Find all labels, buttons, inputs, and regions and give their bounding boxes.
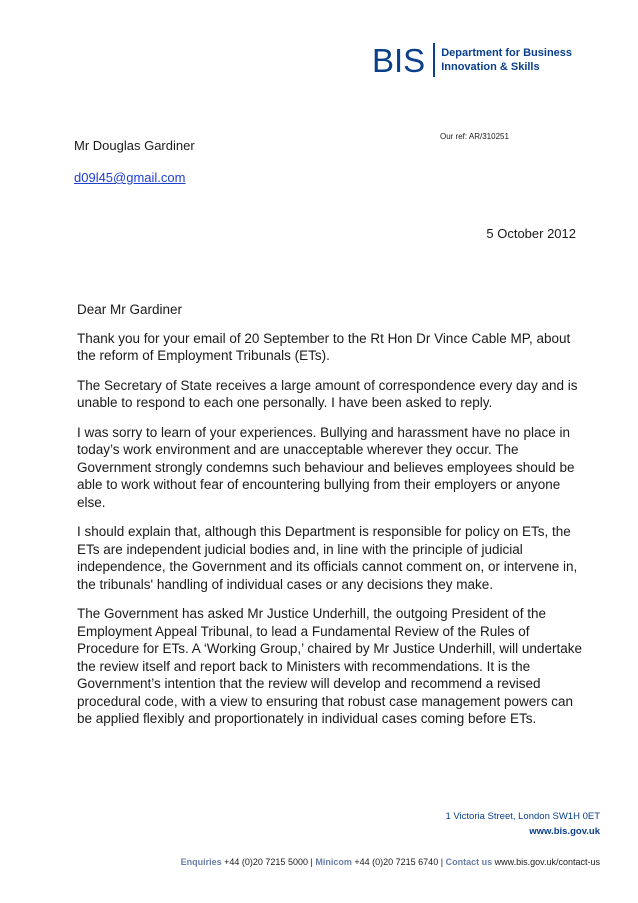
body-paragraph: The Secretary of State receives a large amount of correspondence every day and is unable to respond to each one personally. I have been asked to reply.: [77, 377, 578, 410]
footer-address: 1 Victoria Street, London SW1H 0ET: [445, 811, 600, 822]
body-paragraph: I was sorry to learn of your experiences. Bullying and harassment have no place in today’s work environment and are unacceptable wherever they occur. The Government strongly condemns such behaviour and believes employees should be able to work without fear of encountering bullying from their employers or anyone else.: [77, 424, 575, 510]
logo-divider: [433, 43, 435, 77]
logo-line-1: Department for Business: [441, 47, 573, 59]
contact-label: Contact us: [445, 857, 493, 867]
footer-separator: |: [440, 857, 444, 867]
logo-acronym: BIS: [372, 41, 426, 79]
salutation: Dear Mr Gardiner: [77, 302, 183, 317]
footer-website-link[interactable]: www.bis.gov.uk: [529, 826, 600, 837]
enquiries-label: Enquiries: [180, 857, 222, 867]
letter-body: [77, 301, 587, 740]
body-paragraph: The Government has asked Mr Justice Underhill, the outgoing President of the Employment Appeal Tribunal, to lead a Fundamental Review of the Rules of Procedure for ETs. A ‘Working Group,’ chaired by Mr Justice Underhill, will undertake the review itself and report back to Ministers with recommendations. It is the Government’s intention that the review will develop and recommend a revised procedural code, with a view to ensuring that robust case management powers can be applied flexibly and proportionately in individual cases coming before ETs.: [77, 606, 582, 726]
footer-contacts: [181, 857, 600, 868]
enquiries-number: +44 (0)20 7215 5000: [224, 857, 308, 867]
minicom-number: +44 (0)20 7215 6740: [354, 857, 439, 867]
body-paragraph: I should explain that, although this Department is responsible for policy on ETs, the ETs are independent judicial bodies and, in line with the principle of judicial independence, the Government and its officials cannot comment on, or intervene in, the tribunals' handling of individual cases or any decisions they make.: [77, 524, 578, 592]
minicom-label: Minicom: [315, 857, 352, 867]
footer-separator: |: [310, 857, 313, 867]
bis-logo: [372, 40, 572, 80]
recipient-email-link[interactable]: d09l45@gmail.com: [74, 170, 186, 185]
letter-date: 5 October 2012: [486, 226, 576, 241]
logo-line-2: Innovation & Skills: [441, 61, 540, 73]
contact-url-link[interactable]: www.bis.gov.uk/contact-us: [494, 857, 600, 867]
recipient-name: Mr Douglas Gardiner: [74, 138, 195, 153]
logo-department-name: [441, 46, 572, 74]
body-paragraph: Thank you for your email of 20 September to the Rt Hon Dr Vince Cable MP, about the reform of Employment Tribunals (ETs).: [77, 330, 571, 363]
our-reference: Our ref: AR/310251: [440, 132, 509, 141]
